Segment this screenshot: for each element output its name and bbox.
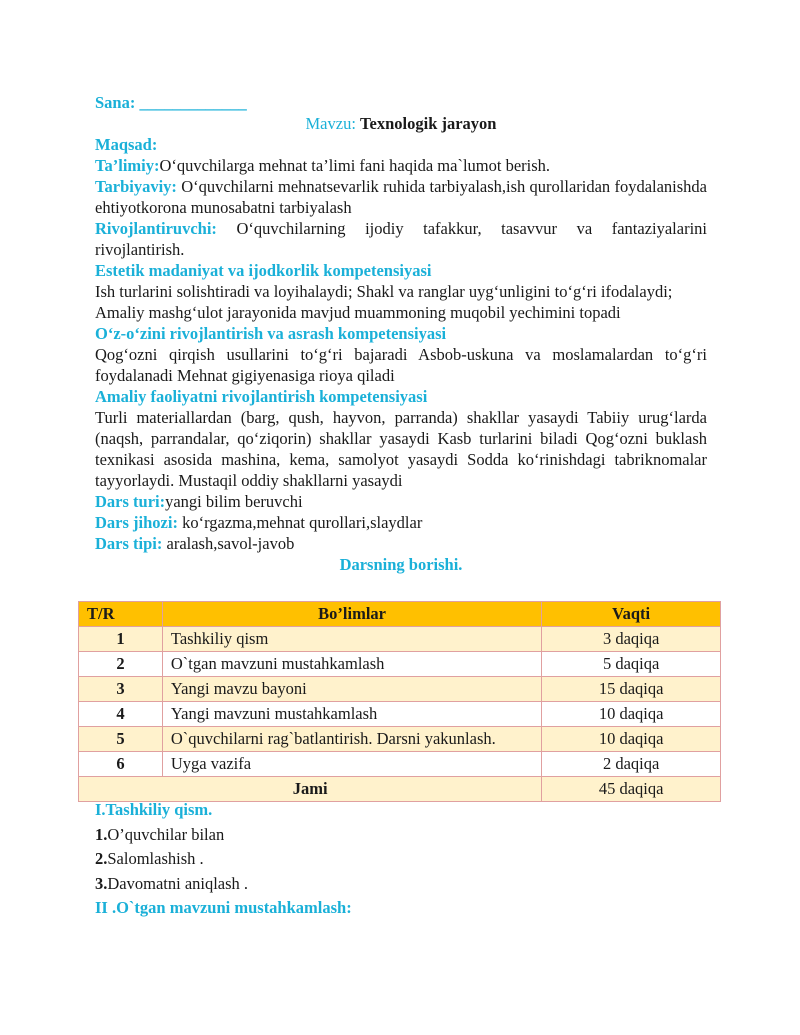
topic-line (95, 113, 707, 134)
row-section: Uyga vazifa (162, 752, 541, 777)
goal-upbringing-label: Tarbiyaviy: (95, 177, 177, 196)
topic-label: Mavzu: (305, 114, 356, 133)
competency-heading-self: O‘z-o‘zini rivojlantirish va asrash kompetensiyasi (95, 324, 447, 343)
goal-educational-label: Ta’limiy: (95, 156, 160, 175)
row-section: O`tgan mavzuni mustahkamlash (162, 652, 541, 677)
row-section: Yangi mavzuni mustahkamlash (162, 702, 541, 727)
total-label: Jami (79, 777, 542, 802)
row-number: 1 (79, 627, 163, 652)
competency-aesthetic-text-1: Ish turlarini solishtiradi va loyihalaydi; Shakl va ranglar uyg‘unligini to‘g‘ri ifodalaydi; (95, 282, 673, 301)
total-value: 45 daqiqa (542, 777, 721, 802)
lesson-kind-label: Dars tipi: (95, 534, 163, 553)
competency-practical-text: Turli materiallardan (barg, qush, hayvon, parranda) shakllar yasaydi Tabiiy urug‘larda (naqsh, parrandalar, qo‘ziqorin) shakllar yasaydi Kasb turlarini biladi Qog‘ozni buklash texnikasi asosida mashina, kema, samolyot yasaydi Sodda ko‘rinishdagi tabriknomalar tayyorlaydi. Mustaqil oddiy shakllarni yasaydi (95, 408, 707, 490)
date-blank: _____________ (139, 93, 247, 112)
list-item-text: Salomlashish . (107, 849, 204, 868)
date-line (95, 92, 707, 113)
lesson-plan-document (95, 92, 707, 575)
row-section: Tashkiliy qism (162, 627, 541, 652)
row-number: 5 (79, 727, 163, 752)
row-number: 3 (79, 677, 163, 702)
table-row (79, 652, 721, 677)
topic-value: Texnologik jarayon (360, 114, 497, 133)
lesson-type-label: Dars turi: (95, 492, 166, 511)
row-number: 4 (79, 702, 163, 727)
list-item (95, 847, 707, 872)
goal-upbringing-text: O‘quvchilarni mehnatsevarlik ruhida tarbiyalash,ish qurollaridan foydalanishda ehtiyotkorona munosabatni tarbiyalash (95, 177, 708, 217)
list-item-text: Davomatni aniqlash . (107, 873, 249, 893)
list-item-number: 2. (95, 849, 108, 868)
list-item-number: 3. (95, 873, 108, 893)
row-time: 15 daqiqa (542, 677, 721, 702)
lesson-type-value: yangi bilim beruvchi (165, 492, 303, 511)
lesson-equipment-value: ko‘rgazma,mehnat qurollari,slaydlar (177, 513, 423, 532)
lesson-equipment (95, 512, 707, 533)
row-section: Yangi mavzu bayoni (162, 677, 541, 702)
table-row (79, 752, 721, 777)
competency-heading-practical: Amaliy faoliyatni rivojlantirish kompetensiyasi (95, 387, 428, 406)
goal-developmental (95, 218, 707, 260)
competency-aesthetic-text-2: Amaliy mashg‘ulot jarayonida mavjud muammoning muqobil yechimini topadi (95, 303, 621, 322)
goal-developmental-text: O‘quvchilarning ijodiy tafakkur, tasavvur va fantaziyalarini rivojlantirish. (95, 219, 707, 259)
table-row (79, 627, 721, 652)
goal-educational (95, 155, 707, 176)
row-time: 5 daqiqa (542, 652, 721, 677)
lesson-flow-table (78, 601, 721, 802)
row-time: 3 daqiqa (542, 627, 721, 652)
table-header-number: T/R (79, 602, 163, 627)
goal-educational-text: O‘quvchilarga mehnat ta’limi fani haqida ma`lumot berish. (159, 156, 551, 175)
section-organizational (95, 798, 707, 921)
row-time: 10 daqiqa (542, 727, 721, 752)
goal-upbringing (95, 176, 707, 218)
list-item (95, 872, 707, 897)
list-item (95, 823, 707, 848)
table-header-time: Vaqti (542, 602, 721, 627)
list-item-number: 1. (95, 824, 108, 844)
section-2-title: II .O`tgan mavzuni mustahkamlash: (95, 898, 352, 917)
date-label: Sana: (95, 93, 136, 112)
table-header-section: Bo’limlar (162, 602, 541, 627)
lesson-type (95, 491, 707, 512)
row-section: O`quvchilarni rag`batlantirish. Darsni yakunlash. (162, 727, 541, 752)
row-number: 6 (79, 752, 163, 777)
table-row (79, 702, 721, 727)
table-row (79, 727, 721, 752)
lesson-flow-title: Darsning borishi. (339, 555, 463, 574)
lesson-kind-value: aralash,savol-javob (162, 534, 295, 553)
list-item-text: O’quvchilar bilan (107, 824, 225, 844)
competency-self-text: Qog‘ozni qirqish usullarini to‘g‘ri bajaradi Asbob-uskuna va moslamalardan to‘g‘ri foydalanadi Mehnat gigiyenasiga rioya qiladi (95, 345, 707, 385)
table-header-row (79, 602, 721, 627)
goal-heading: Maqsad: (95, 135, 158, 154)
goal-developmental-label: Rivojlantiruvchi: (95, 219, 217, 238)
lesson-equipment-label: Dars jihozi: (95, 513, 178, 532)
competency-heading-aesthetic: Estetik madaniyat va ijodkorlik kompetensiyasi (95, 261, 432, 280)
table-row (79, 677, 721, 702)
lesson-kind (95, 533, 707, 554)
row-number: 2 (79, 652, 163, 677)
row-time: 2 daqiqa (542, 752, 721, 777)
section-1-title: I.Tashkiliy qism. (95, 800, 213, 819)
row-time: 10 daqiqa (542, 702, 721, 727)
